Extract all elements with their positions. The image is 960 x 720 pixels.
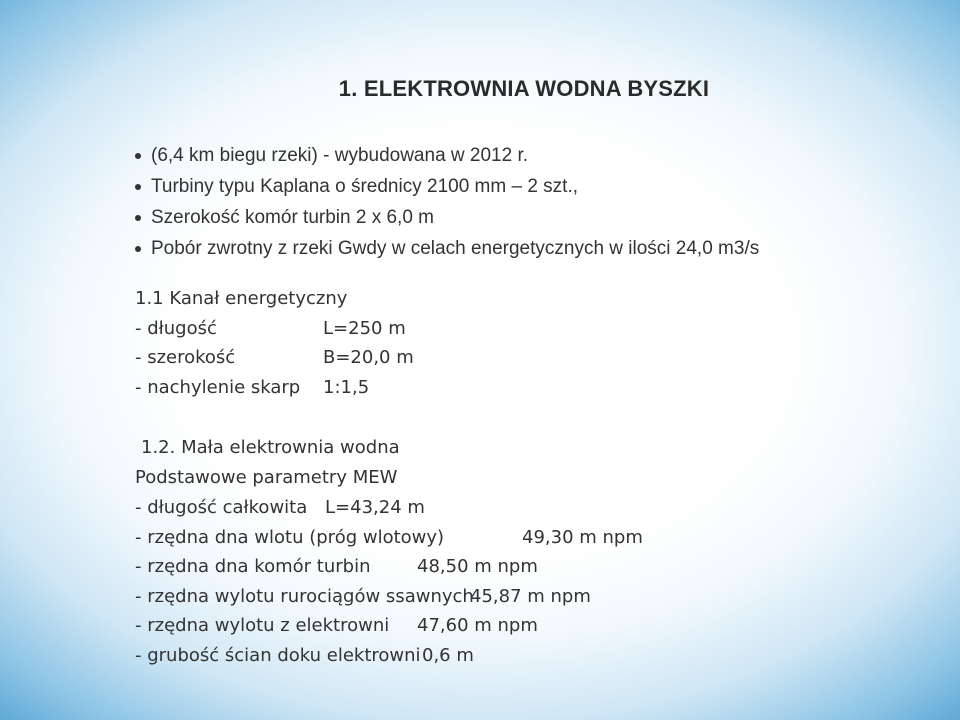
- slide-title: 1. ELEKTROWNIA WODNA BYSZKI: [338, 76, 710, 101]
- mew-label-inlet: - rzędna dna wlotu (próg wlotowy): [135, 527, 445, 548]
- canal-value-length: L=250 m: [323, 318, 406, 339]
- mew-label-outlet: - rzędna wylotu z elektrowni: [135, 615, 390, 636]
- canal-label-length: - długość: [135, 318, 217, 339]
- canal-heading: 1.1 Kanał energetyczny: [135, 288, 348, 309]
- bullet-item: Szerokość komór turbin 2 x 6,0 m: [135, 202, 759, 233]
- mew-label-draft-tubes: - rzędna wylotu rurociągów ssawnych: [135, 586, 474, 607]
- mew-label-turbine-chambers: - rzędna dna komór turbin: [135, 556, 371, 577]
- canal-value-width: B=20,0 m: [323, 347, 414, 368]
- mew-value-outlet: 47,60 m npm: [417, 615, 538, 636]
- mew-value-turbine-chambers: 48,50 m npm: [417, 556, 538, 577]
- canal-label-width: - szerokość: [135, 347, 236, 368]
- mew-value-total-length: L=43,24 m: [325, 497, 425, 518]
- canal-value-slope: 1:1,5: [323, 377, 370, 398]
- bullet-list: [135, 140, 759, 264]
- mew-value-wall-thickness: 0,6 m: [422, 645, 474, 666]
- bullet-dot-icon: [135, 246, 141, 252]
- bullet-item: Pobór zwrotny z rzeki Gwdy w celach energetycznych w ilości 24,0 m3/s: [135, 233, 759, 264]
- bullet-item: (6,4 km biegu rzeki) - wybudowana w 2012 r.: [135, 140, 759, 171]
- mew-heading: 1.2. Mała elektrownia wodna: [141, 437, 400, 458]
- bullet-dot-icon: [135, 215, 141, 221]
- mew-value-inlet: 49,30 m npm: [522, 527, 643, 548]
- bullet-dot-icon: [135, 153, 141, 159]
- mew-label-wall-thickness: - grubość ścian doku elektrowni: [135, 645, 421, 666]
- mew-subheading: Podstawowe parametry MEW: [135, 467, 398, 488]
- canal-label-slope: - nachylenie skarp: [135, 377, 301, 398]
- mew-label-total-length: - długość całkowita: [135, 497, 308, 518]
- bullet-item: Turbiny typu Kaplana o średnicy 2100 mm – 2 szt.,: [135, 171, 759, 202]
- bullet-dot-icon: [135, 184, 141, 190]
- mew-value-draft-tubes: 45,87 m npm: [470, 586, 591, 607]
